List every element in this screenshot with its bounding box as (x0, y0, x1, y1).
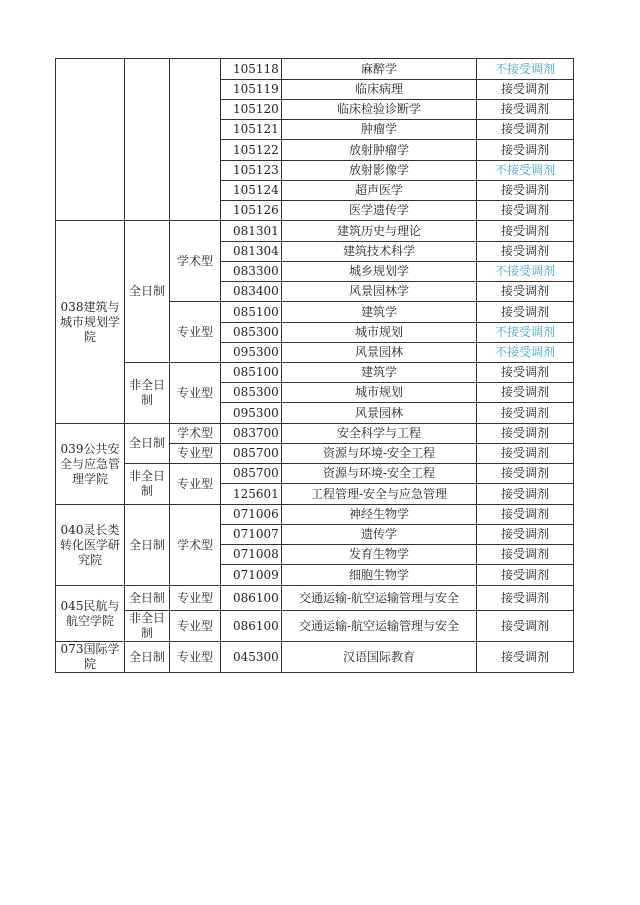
adjustment-status: 不接受调剂 (477, 59, 574, 80)
adjustment-status: 接受调剂 (477, 545, 574, 565)
major-code: 083400 (221, 282, 282, 302)
major-code: 095300 (221, 343, 282, 363)
major-name: 超声医学 (282, 181, 477, 201)
adjustment-status: 接受调剂 (477, 565, 574, 586)
major-code: 085700 (221, 464, 282, 484)
major-code: 105120 (221, 100, 282, 120)
major-code: 105119 (221, 80, 282, 100)
degree-type-cell: 专业型 (170, 611, 221, 642)
major-name: 安全科学与工程 (282, 424, 477, 444)
college-cell: 045民航与航空学院 (56, 586, 125, 642)
major-code: 105126 (221, 201, 282, 221)
major-name: 放射肿瘤学 (282, 140, 477, 161)
study-mode-cell: 全日制 (125, 505, 170, 586)
major-name: 放射影像学 (282, 161, 477, 181)
major-name: 麻醉学 (282, 59, 477, 80)
major-name: 肿瘤学 (282, 120, 477, 140)
major-code: 086100 (221, 611, 282, 642)
adjustment-status: 接受调剂 (477, 642, 574, 673)
major-name: 城乡规划学 (282, 262, 477, 282)
major-name: 资源与环境-安全工程 (282, 464, 477, 484)
adjustment-status: 接受调剂 (477, 586, 574, 611)
study-mode-cell: 非全日制 (125, 464, 170, 505)
adjustment-status: 接受调剂 (477, 282, 574, 302)
major-code: 083700 (221, 424, 282, 444)
degree-type-cell: 专业型 (170, 642, 221, 673)
major-code: 125601 (221, 484, 282, 505)
degree-type-cell: 专业型 (170, 302, 221, 363)
major-name: 临床检验诊断学 (282, 100, 477, 120)
major-name: 城市规划 (282, 323, 477, 343)
major-code: 105122 (221, 140, 282, 161)
degree-type-cell (170, 59, 221, 221)
degree-type-cell: 专业型 (170, 586, 221, 611)
major-name: 建筑学 (282, 302, 477, 323)
major-name: 风景园林学 (282, 282, 477, 302)
major-name: 资源与环境-安全工程 (282, 444, 477, 464)
adjustment-status: 接受调剂 (477, 80, 574, 100)
adjustment-status: 接受调剂 (477, 424, 574, 444)
table-row (56, 363, 574, 383)
adjustment-status: 接受调剂 (477, 444, 574, 464)
major-code: 105121 (221, 120, 282, 140)
major-code: 105118 (221, 59, 282, 80)
major-name: 神经生物学 (282, 505, 477, 525)
major-code: 086100 (221, 586, 282, 611)
adjustment-status: 接受调剂 (477, 505, 574, 525)
major-code: 045300 (221, 642, 282, 673)
major-code: 085100 (221, 302, 282, 323)
adjustment-status: 接受调剂 (477, 403, 574, 424)
major-code: 085300 (221, 383, 282, 403)
table-row (56, 505, 574, 525)
college-cell: 073国际学院 (56, 642, 125, 673)
study-mode-cell: 全日制 (125, 424, 170, 464)
major-name: 遗传学 (282, 525, 477, 545)
study-mode-cell: 非全日制 (125, 611, 170, 642)
study-mode-cell: 全日制 (125, 221, 170, 363)
major-name: 细胞生物学 (282, 565, 477, 586)
major-code: 095300 (221, 403, 282, 424)
adjustment-status: 接受调剂 (477, 464, 574, 484)
degree-type-cell: 学术型 (170, 424, 221, 444)
adjustment-status: 不接受调剂 (477, 323, 574, 343)
college-cell: 039公共安全与应急管理学院 (56, 424, 125, 505)
major-code: 071007 (221, 525, 282, 545)
study-mode-cell: 全日制 (125, 586, 170, 611)
major-code: 085300 (221, 323, 282, 343)
adjustment-status: 接受调剂 (477, 525, 574, 545)
major-name: 建筑技术科学 (282, 242, 477, 262)
adjustment-status: 不接受调剂 (477, 262, 574, 282)
degree-type-cell: 学术型 (170, 505, 221, 586)
major-name: 风景园林 (282, 343, 477, 363)
adjustment-status: 接受调剂 (477, 302, 574, 323)
admissions-table (55, 58, 574, 673)
adjustment-status: 不接受调剂 (477, 161, 574, 181)
degree-type-cell: 专业型 (170, 444, 221, 464)
adjustment-status: 接受调剂 (477, 181, 574, 201)
major-name: 医学遗传学 (282, 201, 477, 221)
major-code: 081304 (221, 242, 282, 262)
major-code: 085700 (221, 444, 282, 464)
major-name: 建筑历史与理论 (282, 221, 477, 242)
adjustment-status: 接受调剂 (477, 201, 574, 221)
adjustment-status: 不接受调剂 (477, 343, 574, 363)
college-cell: 038建筑与城市规划学院 (56, 221, 125, 424)
adjustment-status: 接受调剂 (477, 120, 574, 140)
major-name: 交通运输-航空运输管理与安全 (282, 611, 477, 642)
table-row (56, 424, 574, 444)
table-row (56, 464, 574, 484)
table-row (56, 642, 574, 673)
major-name: 城市规划 (282, 383, 477, 403)
adjustment-status: 接受调剂 (477, 242, 574, 262)
study-mode-cell: 全日制 (125, 642, 170, 673)
table-row (56, 586, 574, 611)
adjustment-status: 接受调剂 (477, 383, 574, 403)
college-cell (56, 59, 125, 221)
adjustment-status: 接受调剂 (477, 611, 574, 642)
degree-type-cell: 学术型 (170, 221, 221, 302)
major-name: 临床病理 (282, 80, 477, 100)
table-row (56, 59, 574, 80)
adjustment-status: 接受调剂 (477, 100, 574, 120)
major-code: 071009 (221, 565, 282, 586)
major-name: 风景园林 (282, 403, 477, 424)
adjustment-status: 接受调剂 (477, 221, 574, 242)
adjustment-status: 接受调剂 (477, 140, 574, 161)
major-code: 071006 (221, 505, 282, 525)
major-code: 081301 (221, 221, 282, 242)
major-code: 085100 (221, 363, 282, 383)
major-code: 105124 (221, 181, 282, 201)
adjustment-status: 接受调剂 (477, 363, 574, 383)
table-row (56, 221, 574, 242)
major-code: 083300 (221, 262, 282, 282)
degree-type-cell: 专业型 (170, 464, 221, 505)
degree-type-cell: 专业型 (170, 363, 221, 424)
adjustment-status: 接受调剂 (477, 484, 574, 505)
major-name: 工程管理-安全与应急管理 (282, 484, 477, 505)
major-name: 建筑学 (282, 363, 477, 383)
major-code: 105123 (221, 161, 282, 181)
major-name: 汉语国际教育 (282, 642, 477, 673)
major-name: 交通运输-航空运输管理与安全 (282, 586, 477, 611)
study-mode-cell (125, 59, 170, 221)
study-mode-cell: 非全日制 (125, 363, 170, 424)
college-cell: 040灵长类转化医学研究院 (56, 505, 125, 586)
table-row (56, 611, 574, 642)
major-code: 071008 (221, 545, 282, 565)
major-name: 发育生物学 (282, 545, 477, 565)
